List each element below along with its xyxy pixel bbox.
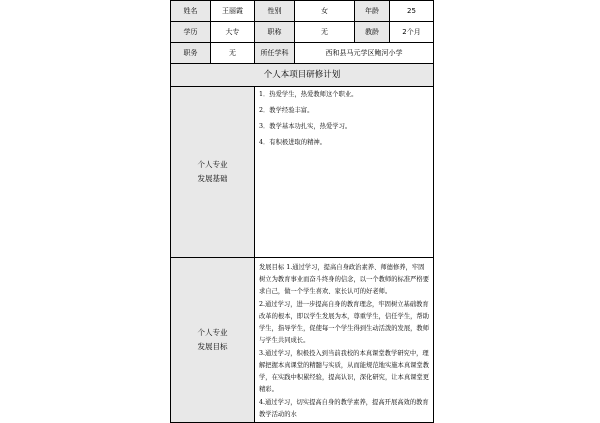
title-value: 无: [295, 22, 355, 43]
table-row: [171, 1, 434, 22]
education-label: 学历: [171, 22, 211, 43]
plan-document: [170, 0, 433, 418]
subject-label: 所任学科: [255, 43, 295, 64]
goal-paragraph: 发展目标 1.通过学习，提高自身政治素养、师德修养，牢固树立为教育事业而奋斗终身的信念，以一个教师的标准严格要求自己，做一个学生喜欢、家长认可的好老师。: [259, 264, 430, 295]
age-label: 年龄: [355, 1, 390, 22]
goals-label-line1: 个人专业: [197, 328, 228, 337]
info-table: [170, 0, 434, 423]
teaching-age-value: 2个月: [390, 22, 434, 43]
list-item: 4．有积极进取的精神。: [259, 139, 326, 146]
name-value: 王丽霞: [211, 1, 255, 22]
table-row: [171, 258, 434, 423]
list-item: 2．教学经验丰富。: [259, 107, 314, 114]
gender-value: 女: [295, 1, 355, 22]
goal-paragraph: 3.通过学习，积极投入到当前我校的本真课堂教学研究中，理解把握本真课堂的精髓与实质，从而能规范地实施本真课堂教学，在实践中积累经验，提高认识，深化研究，让本真课堂更精彩。: [259, 350, 430, 393]
gender-label: 性别: [255, 1, 295, 22]
position-value: 无: [211, 43, 255, 64]
foundation-content: [255, 87, 434, 258]
name-label: 姓名: [171, 1, 211, 22]
position-label: 职务: [171, 43, 211, 64]
list-item: 1．热爱学生，热爱教师这个职业。: [259, 91, 358, 98]
teaching-age-label: 教龄: [355, 22, 390, 43]
table-row: [171, 87, 434, 258]
plan-title: 个人本项目研修计划: [171, 64, 434, 87]
foundation-label: [171, 87, 255, 258]
title-label: 职称: [255, 22, 295, 43]
goal-paragraph: 2.通过学习，进一步提高自身的教育理念，牢固树立基础教育改革的根本，即以学生发展为本，尊重学生，信任学生，帮助学生，指导学生，促使每一个学生得到生动活泼的发展，教师与学生共同成长。: [259, 301, 430, 344]
school-value: 西和县马元学区鲍河小学: [295, 43, 434, 64]
goals-content: [255, 258, 434, 423]
goals-label-line2: 发展目标: [197, 342, 228, 351]
table-row: [171, 43, 434, 64]
goals-label: [171, 258, 255, 423]
table-row: [171, 22, 434, 43]
list-item: 3．教学基本功扎实，热爱学习。: [259, 123, 352, 130]
education-value: 大专: [211, 22, 255, 43]
foundation-label-line1: 个人专业: [197, 160, 228, 169]
foundation-label-line2: 发展基础: [197, 174, 228, 183]
goal-paragraph: 4.通过学习，切实提高自身的教学素养，提高开展高效的教育教学活动的水: [259, 399, 429, 418]
table-row: [171, 64, 434, 87]
age-value: 25: [390, 1, 434, 22]
